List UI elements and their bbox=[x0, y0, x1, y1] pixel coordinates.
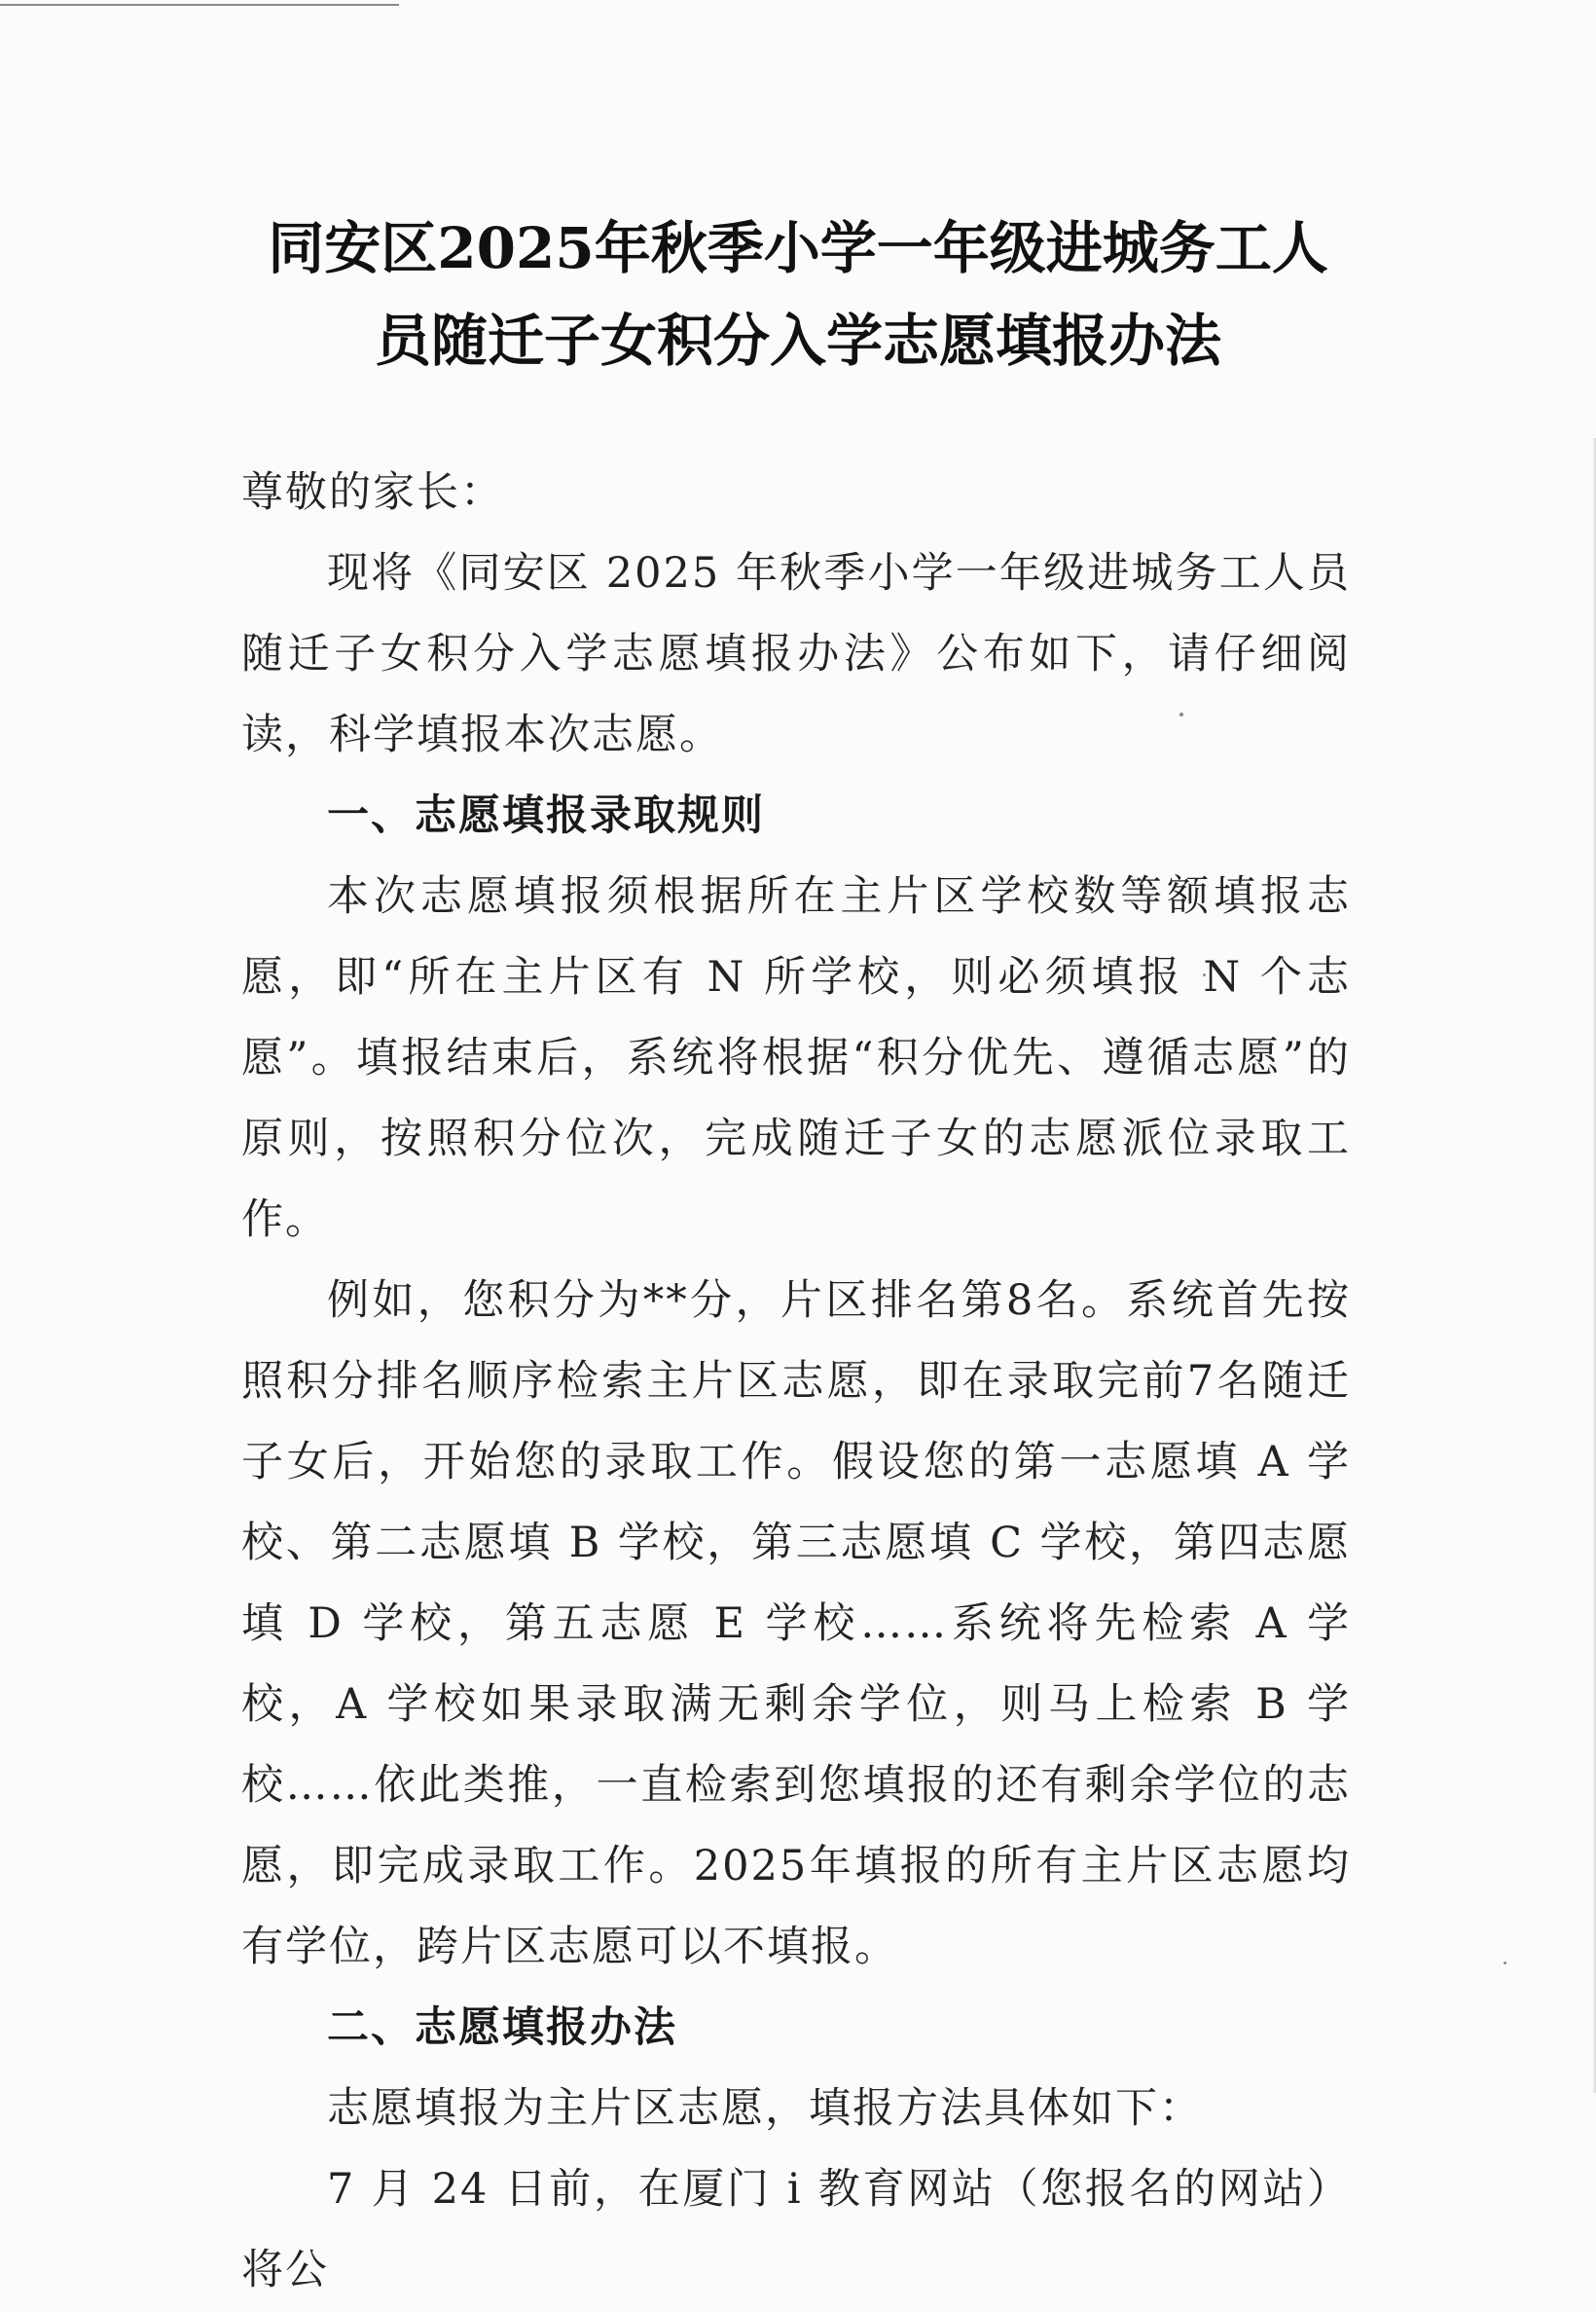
document-body bbox=[241, 453, 1351, 2311]
section-1-paragraph-1: 本次志愿填报须根据所在主片区学校数等额填报志愿，即“所在主片区有 N 所学校，则必须填报 N 个志愿”。填报结束后，系统将根据“积分优先、遵循志愿”的原则，按照积分位次，完成随迁子女的志愿派位录取工作。 bbox=[241, 872, 1351, 1244]
title-line-2: 员随迁子女积分入学志愿填报办法 bbox=[374, 308, 1221, 374]
title-line-1: 同安区2025年秋季小学一年级进城务工人 bbox=[268, 215, 1328, 281]
section-2-paragraph-1: 志愿填报为主片区志愿，填报方法具体如下： bbox=[327, 2084, 1203, 2133]
section-1-paragraph-2: 例如，您积分为**分，片区排名第8名。系统首先按照积分排名顺序检索主片区志愿，即在录取完前7名随迁子女后，开始您的录取工作。假设您的第一志愿填 A 学校、第二志愿填 B 学校，第三志愿填 C 学校，第四志愿填 D 学校，第五志愿 E 学校……系统将先检索 A 学校，A 学校如果录取满无剩余学位，则马上检索 B 学校……依此类推，一直检索到您填报的还有剩余学位的志愿，即完成录取工作。2025年填报的所有主片区志愿均有学位，跨片区志愿可以不填报。 bbox=[241, 1276, 1351, 1971]
intro-paragraph: 现将《同安区 2025 年秋季小学一年级进城务工人员随迁子女积分入学志愿填报办法》公布如下，请仔细阅读，科学填报本次志愿。 bbox=[241, 549, 1351, 759]
scan-top-rule bbox=[0, 4, 399, 6]
scan-speck bbox=[1504, 1962, 1506, 1964]
salutation: 尊敬的家长： bbox=[241, 468, 504, 517]
scan-right-edge bbox=[1592, 438, 1596, 2093]
section-2-paragraph-2: 7 月 24 日前，在厦门 i 教育网站（您报名的网站）将公 bbox=[241, 2165, 1351, 2294]
document-title bbox=[175, 202, 1421, 387]
section-2-heading: 二、志愿填报办法 bbox=[327, 2003, 677, 2052]
section-1-heading: 一、志愿填报录取规则 bbox=[327, 791, 765, 840]
